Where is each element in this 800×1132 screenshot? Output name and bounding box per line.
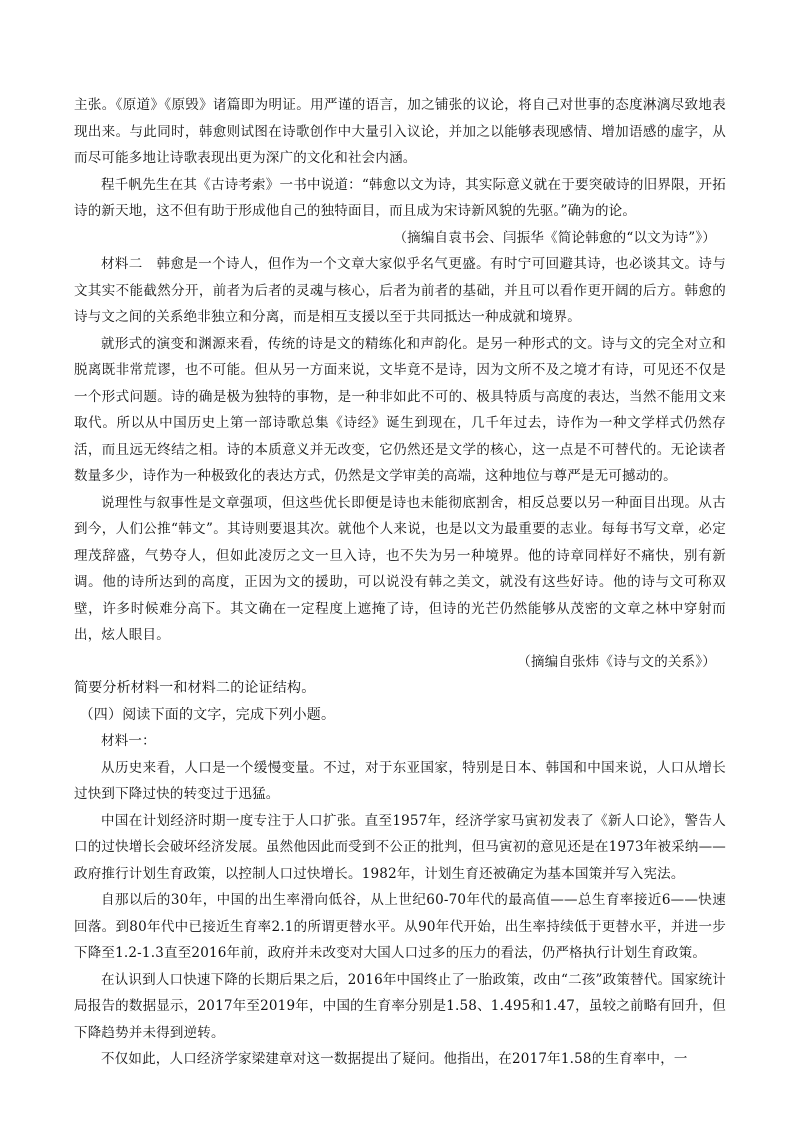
question-text: 简要分析材料一和材料二的论证结构。 — [74, 680, 316, 696]
paragraph-quote-cheng: 程千帆先生在其《古诗考索》一书中说道：“韩愈以文为诗，其实际意义就在于要突破诗的旧界限，开拓诗的新天地，这不但有助于形成他自己的独特面目，而且成为宋诗新风貌的先驱。”确为的论。 — [74, 176, 726, 219]
paragraph-two-child: 在认识到人口快速下降的长期后果之后，2016年中国终止了一胎政策，改由“二孩”政策替代。国家统计局报告的数据显示，2017年至2019年，中国的生育率分别是1.58、1.495和1.47，虽较之前略有回升，但下降趋势并未得到逆转。 — [74, 971, 726, 1041]
paragraph-birth-rate: 自那以后的30年，中国的出生率滑向低谷，从上世纪60-70年代的最高值——总生育率接近6——快速回落。到80年代中已接近生育率2.1的所谓更替水平。从90年代开始，出生率持续低于更替水平，并进一步下降至1.2-1.3直至2016年前，政府并未改变对大国人口过多的压力的看法，仍严格执行计划生育政策。 — [74, 892, 726, 961]
paragraph-form-evolution: 就形式的演变和渊源来看，传统的诗是文的精练化和声韵化。是另一种形式的文。诗与文的完全对立和脱离既非常荒谬，也不可能。但从另一方面来说，文毕竟不是诗，因为文所不及之境才有诗，可见还不仅是一个形式问题。诗的确是极为独特的事物，是一种非如此不可的、极具特质与高度的表达，当然不能用文来取代。所以从中国历史上第一部诗歌总集《诗经》诞生到现在，几千年过去，诗作为一种文学样式仍然存活，而且远无终结之相。诗的本质意义并无改变，它仍然还是文学的核心，这一点是不可替代的。无论读者数量多少，诗作为一种极致化的表达方式，仍然是文学审美的高端，这种地位与尊严是无可撼动的。 — [74, 335, 726, 484]
material-label: 材料一： — [101, 733, 156, 749]
paragraph-continuation: 主张。《原道》《原毁》诸篇即为明证。用严谨的语言，加之铺张的议论，将自己对世事的态度淋漓尽致地表现出来。与此同时，韩愈则试图在诗歌创作中大量引入议论，并加之以能够表现感情、增加语感的虚字，从而尽可能多地让诗歌表现出更为深广的文化和社会内涵。 — [74, 97, 726, 166]
document-body — [74, 92, 726, 1073]
paragraph-liang: 不仅如此，人口经济学家梁建章对这一数据提出了疑问。他指出，在2017年1.58的生育率中，一 — [101, 1051, 688, 1067]
paragraph-reasoning: 说理性与叙事性是文章强项，但这些优长即便是诗也未能彻底割舍，相反总要以另一种面目出现。从古到今，人们公推“韩文”。其诗则要退其次。就他个人来说，也是以文为最重要的志业。每每书写文章，必定理茂辞盛，气势夺人，但如此凌厉之文一旦入诗，也不失为另一种境界。他的诗章同样好不痛快，别有新调。他的诗所达到的高度，正因为文的援助，可以说没有韩之美文，就没有这些好诗。他的诗与文可称双壁，许多时候难分高下。其文确在一定程度上遮掩了诗，但诗的光芒仍然能够从茂密的文章之林中穿射而出，炫人眼目。 — [74, 494, 726, 643]
paragraph-planned-economy: 中国在计划经济时期一度专注于人口扩张。直至1957年，经济学家马寅初发表了《新人口论》，警告人口的过快增长会破坏经济发展。虽然他因此而受到不公正的批判，但马寅初的意见还是在1973年被采纳——政府推行计划生育政策，以控制人口过快增长。1982年，计划生育还被确定为基本国策并写入宪法。 — [74, 812, 726, 882]
source-citation-2: （摘编自张炜《诗与文的关系》） — [517, 653, 716, 670]
paragraph-material-2: 材料二 韩愈是一个诗人，但作为一个文章大家似乎名气更盛。有时宁可回避其诗，也必谈其文。诗与文其实不能截然分开，前者为后者的灵魂与核心，后者为前者的基础，并且可以看作更开阔的后方。韩愈的诗与文之间的关系绝非独立和分离，而是相互支援以至于共同抵达一种成就和境界。 — [74, 256, 726, 325]
paragraph-history: 从历史来看，人口是一个缓慢变量。不过，对于东亚国家，特别是日本、韩国和中国来说，人口从增长过快到下降过快的转变过于迅猛。 — [74, 759, 726, 802]
section-heading: （四）阅读下面的文字，完成下列小题。 — [79, 706, 336, 723]
source-citation-1: （摘编自袁书会、闫振华《简论韩愈的“以文为诗”》） — [393, 229, 716, 246]
